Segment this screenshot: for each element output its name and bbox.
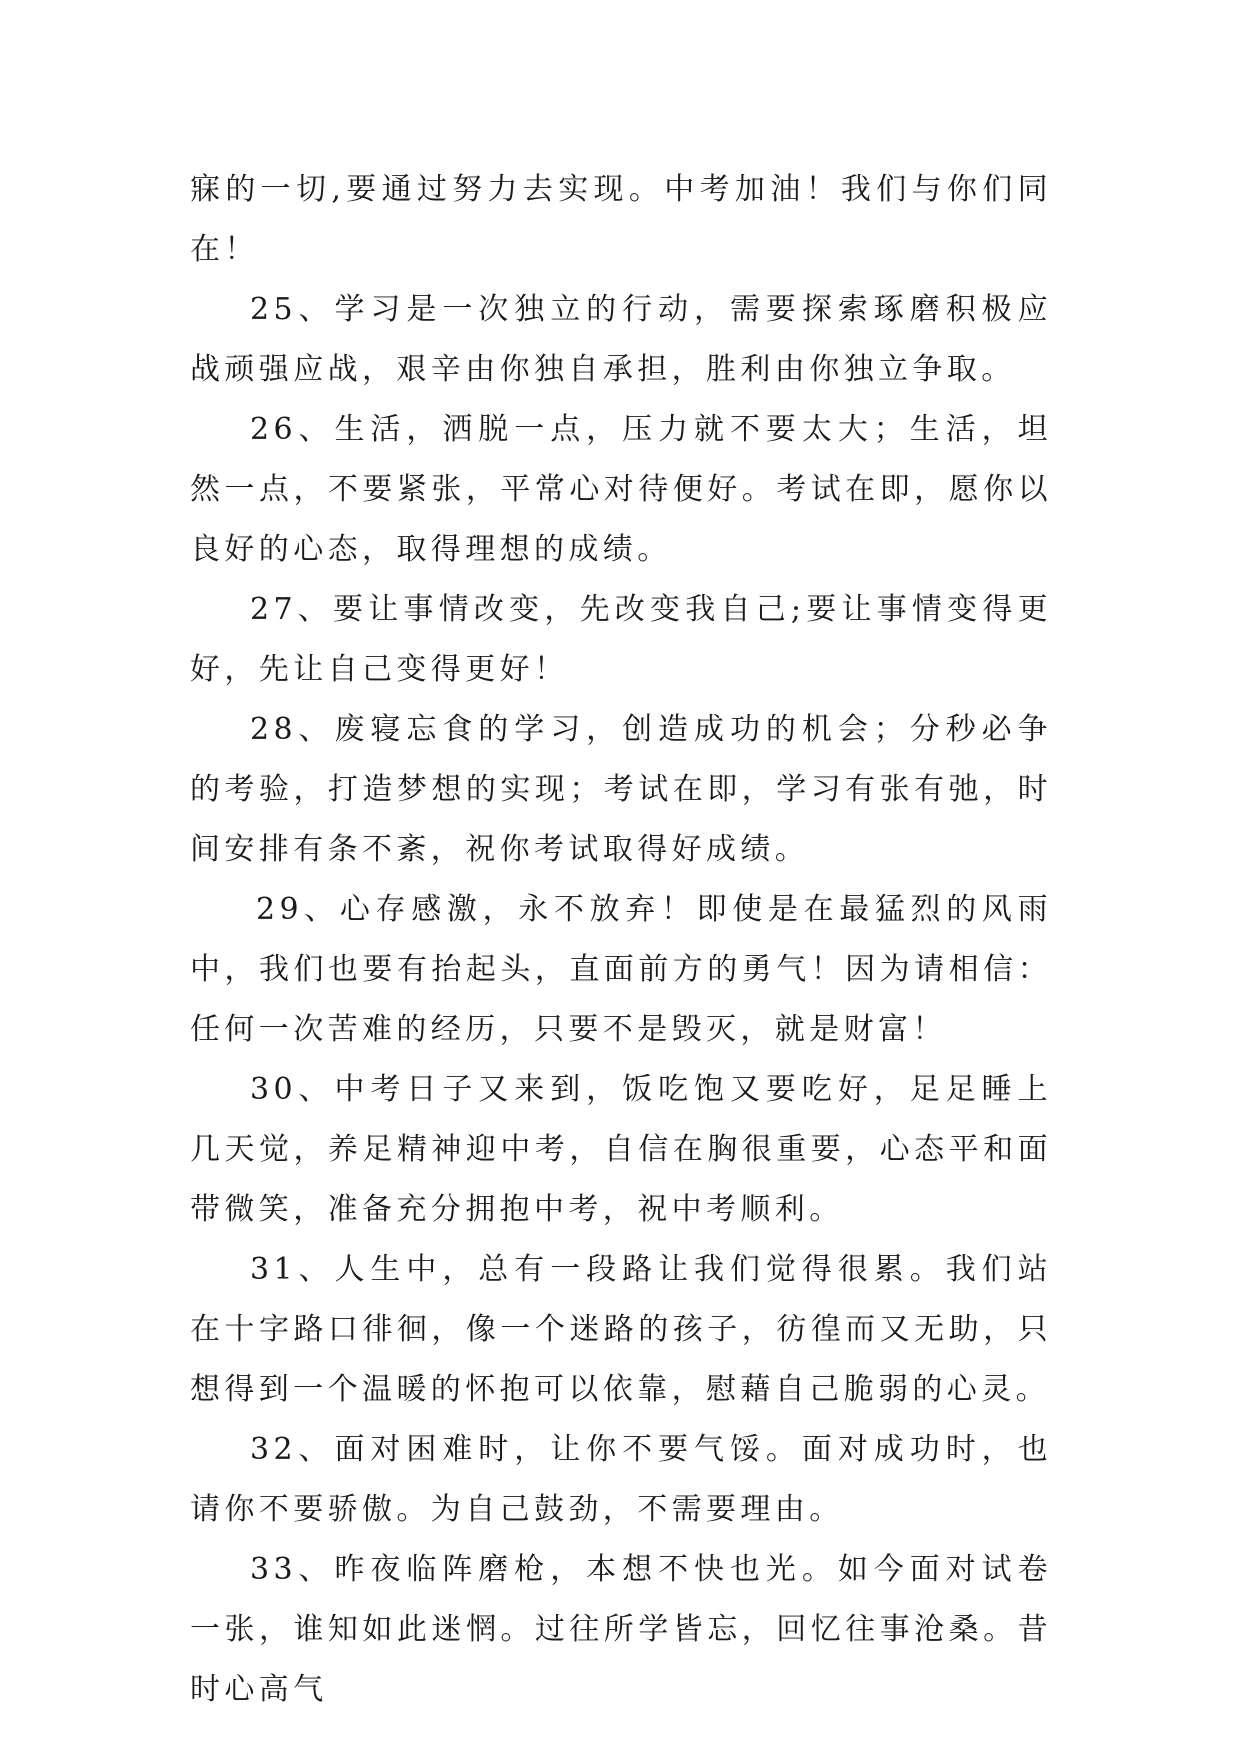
paragraph-item-25: 25、学习是一次独立的行动，需要探索琢磨积极应战顽强应战，艰辛由你独自承担，胜利由你独立争取。 (190, 292, 1052, 387)
paragraph-item-33: 33、昨夜临阵磨枪，本想不快也光。如今面对试卷一张，谁知如此迷惘。过往所学皆忘，回忆往事沧桑。昔时心高气 (190, 1552, 1052, 1707)
paragraph-item-30: 30、中考日子又来到，饭吃饱又要吃好，足足睡上几天觉，养足精神迎中考，自信在胸很重要，心态平和面带微笑，准备充分拥抱中考，祝中考顺利。 (190, 1072, 1052, 1227)
paragraph-item-29: 29、心存感激，永不放弃！即使是在最猛烈的风雨中，我们也要有抬起头，直面前方的勇气！因为请相信：任何一次苦难的经历，只要不是毁灭，就是财富！ (190, 892, 1052, 1047)
document-page (190, 160, 1052, 1720)
paragraph-continuation: 寐的一切,要通过努力去实现。中考加油！我们与你们同在！ (190, 172, 1052, 267)
paragraph-item-27: 27、要让事情改变，先改变我自己;要让事情变得更好，先让自己变得更好！ (190, 592, 1052, 687)
paragraph-item-26: 26、生活，洒脱一点，压力就不要太大；生活，坦然一点，不要紧张，平常心对待便好。考试在即，愿你以良好的心态，取得理想的成绩。 (190, 412, 1052, 567)
paragraph-item-32: 32、面对困难时，让你不要气馁。面对成功时，也请你不要骄傲。为自己鼓劲，不需要理由。 (190, 1432, 1052, 1527)
paragraph-item-28: 28、废寝忘食的学习，创造成功的机会；分秒必争的考验，打造梦想的实现；考试在即，学习有张有弛，时间安排有条不紊，祝你考试取得好成绩。 (190, 712, 1052, 867)
paragraph-item-31: 31、人生中，总有一段路让我们觉得很累。我们站在十字路口徘徊，像一个迷路的孩子，彷徨而又无助，只想得到一个温暖的怀抱可以依靠，慰藉自己脆弱的心灵。 (190, 1252, 1052, 1407)
